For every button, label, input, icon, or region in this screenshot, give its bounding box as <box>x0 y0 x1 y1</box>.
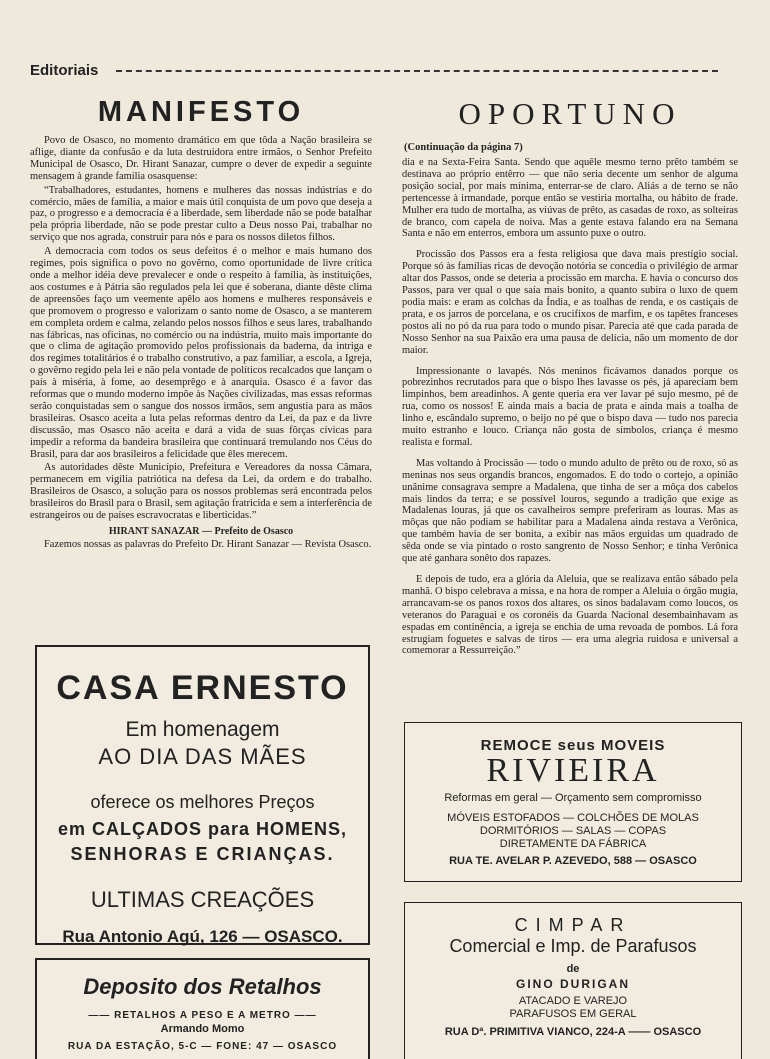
ad-text: MÓVEIS ESTOFADOS — COLCHÕES DE MOLAS <box>447 812 699 824</box>
ad-address: RUA Dª. PRIMITIVA VIANCO, 224-A —— OSASCO <box>444 1026 702 1038</box>
oportuno-paragraph: E depois de tudo, era a glória da Aleluia, que se realizava então sábado pela manhã. O bispo celebrava a missa, e na hora de romper a Aleluia o órgão mugia, arrancavam-se os panos roxos dos altares, os sinos badalavam como loucos, os veteranos do Paraguai e os coronéis da Guarda Nacional desembainhavam as espadas em continência, a igreja se enchia de uma revoada de pombos. Lá fora estrugiam foguetes e salvas de tiros — era uma alegria ruidosa e universal a comemorar a Ressurreição.” <box>402 574 739 657</box>
manifesto-title: MANIFESTO <box>97 96 305 128</box>
ad-text: PARAFUSOS EM GERAL <box>509 1008 637 1020</box>
ad-text: —— RETALHOS A PESO E A METRO —— <box>88 1010 317 1021</box>
ad-text: REMOCE seus MOVEIS <box>480 737 666 754</box>
manifesto-paragraph: A democracia com todos os seus defeitos é o melhor e mais humano dos regimes, pois significa o povo no govêrno, como oportunidade de livre crítica onde a melhor idéia deve prevalecer e onde o respeito à família, às instituições, aos costumes e à Pátria são regulados pela lei que é soberana, diante dêste clima de apreensões faço um veemente apêlo aos homens e mulheres responsáveis e que promovem o progresso e valorizam o santo nome de Osasco, a se manterem em completa ordem e calma, zelando pelos nossos filhos e seus lares, trabalhando nas fábricas, nas oficinas, no comércio ou na indústria, muito mais importante do que o clima de agitação promovido pelos profissionais da baderna, da intriga e dos regimes totalitários é o trabalho construtivo, a paz familiar, a escola, a Igreja, o govêrno regido pela lei e não pela vontade de políticos recalcados que lançam o país à miséria, à fome, ao desemprêgo e à anarquia. Osasco é a favor das reformas que o mundo moderno impõe às Nações civilizadas, mas essas reformas serão conquistadas sem o sangue dos nossos irmãos, sem angustia para as mãos brasileiras. Osasco aceita a luta pelas reformas dentro da Lei, da paz e da livre discussão, mas Osasco não aceita e dará a vida de suas fôrças cívicas para impedir a reforma da bandeira brasileira que continuará tremulando nos Céus do Brasil, para dar aos brasileiros a felicidade que êles merecem. <box>30 246 372 460</box>
ad-brand: CASA ERNESTO <box>56 669 349 707</box>
ad-cimpar <box>404 902 742 1059</box>
ad-text: Armando Momo <box>160 1023 245 1035</box>
ad-address: Rua Antonio Agú, 126 — OSASCO. <box>62 927 343 946</box>
ad-text: DIRETAMENTE DA FÁBRICA <box>499 838 647 850</box>
ad-text: ATACADO E VAREJO <box>518 995 628 1007</box>
manifesto-column <box>30 92 372 553</box>
oportuno-body <box>402 157 738 657</box>
manifesto-paragraph: As autoridades dêste Município, Prefeitura e Vereadores da nossa Câmara, permanecem em vigília patriótica na defesa da Lei, da ordem e do trabalho. Brasileiros de Osasco, a solução para os nossos problemas será encontrada pelos brasileiros do Brasil para o Brasil, sem agitação fratricida e sem a interferência de estrangeiros ou de países escravocratas e liberticidas.” <box>30 462 372 522</box>
ad-text: DORMITÓRIOS — SALAS — COPAS <box>479 825 667 837</box>
ad-text: SENHORAS E CRIANÇAS. <box>70 844 335 864</box>
ad-brand: CIMPAR <box>514 915 632 935</box>
oportuno-title: OPORTUNO <box>458 96 682 131</box>
manifesto-signature: HIRANT SANAZAR — Prefeito de Osasco <box>108 526 294 537</box>
oportuno-paragraph: dia e na Sexta-Feira Santa. Sendo que aquêle mesmo terno prêto também se destinava ao próprio entêrro — que não seria decente um senhor de alguma posição social, por mais mínima, enterrar-se de claro. Aliás a de terno se não pertencesse à irmandade, porque então se vestiria mortalha, ou hábito de frade. Mulher era tudo de mortalha, as viúvas de prêto, as casadas de roxo, as solteiras de branco, com capela de noiva. Mas a gente estava falando era na Semana Santa e não em enterros, embora um assunto puxe o outro. <box>402 157 738 240</box>
ad-text: Reformas em geral — Orçamento sem compromisso <box>444 792 702 804</box>
ad-text: oferece os melhores Preços <box>90 792 315 812</box>
section-rule <box>116 70 718 72</box>
ad-address: RUA DA ESTAÇÃO, 5-C — FONE: 47 — OSASCO <box>67 1041 338 1052</box>
manifesto-paragraph: “Trabalhadores, estudantes, homens e mulheres das nossas indústrias e do comércio, mães de família, a maior e mais útil conquista de um povo que deseja a paz, o progresso e a democracia é a liberdade, sem liberdade não se pode batalhar pela própria liberdade, não se pode prestar culto a Deus nosso Pai, trabalhar no serviço que nos agrada, construir para nós e para os nossos diletos filhos. <box>30 184 372 244</box>
oportuno-column <box>402 92 738 666</box>
manifesto-body <box>30 135 372 551</box>
manifesto-closing: Fazemos nossas as palavras do Prefeito Dr. Hirant Sanazar — Revista Osasco. <box>44 539 372 550</box>
section-label: Editoriais <box>30 62 99 79</box>
ad-text: GINO DURIGAN <box>516 977 630 991</box>
continuation-note: (Continuação da página 7) <box>404 142 523 153</box>
ad-text: Em homenagem <box>125 718 280 741</box>
manifesto-paragraph: Povo de Osasco, no momento dramático em que tôda a Nação brasileira se aflige, diante da confusão e da luta destruidora entre irmãos, o Senhor Prefeito Municipal de Osasco, Dr. Hirant Sanazar, cumpre o dever de expedir a seguinte mensagem à grande família osasquense: <box>30 135 372 182</box>
ad-text: Comercial e Imp. de Parafusos <box>449 936 697 956</box>
ad-casa-ernesto <box>35 645 370 945</box>
section-header <box>30 62 740 84</box>
ad-text: ULTIMAS CREAÇÕES <box>90 887 315 912</box>
ad-text: de <box>566 963 580 975</box>
ad-deposito-retalhos <box>35 958 370 1059</box>
ad-text: em CALÇADOS para HOMENS, <box>57 819 348 839</box>
ad-brand: RIVIEIRA <box>486 752 660 789</box>
oportuno-paragraph: Impressionante o lavapés. Nós meninos ficávamos danados porque os pobrezinhos recrutados para que o bispo lhes lavasse os pés, já apareciam bem limpinhos, bem areadinhos. A gente queria era ver lavar pé sujo mesmo, pé de rua, como os nossos! E ainda mais a bacia de prata e ainda mais a toalha de linho e, escândalo supremo, o beijo no pé que o bispo dava — tudo nos parecia muito estranho e louco. Criança não gosta de símbolos, criança é mesmo realista e formal. <box>402 365 738 448</box>
ad-address: RUA TE. AVELAR P. AZEVEDO, 588 — OSASCO <box>449 855 697 867</box>
oportuno-paragraph: Procissão dos Passos era a festa religiosa que dava mais prestígio social. Porque só às famílias ricas de devoção notória se concedia o privilégio de armar altar dos Passos, onde se deteria a procissão em marcha. E havia o concurso dos Passos, para ver qual o que saía mais bonito, a quanto subira o luxo de quem podia mais: e eram as colchas da Índia, e as toalhas de renda, e os castiçais de prata, e os jarros de porcelana, e os crucifixos de marfim, e os tapêtes franceses postos ali no pó da rua para todo o mundo pisar. Parecia até que cada parada de Nosso Senhor na sua Paixão era uma pausa de delícia, não um momento de dor maior. <box>402 249 738 356</box>
oportuno-paragraph: Mas voltando à Procissão — todo o mundo adulto de prêto ou de roxo, só as meninas nos seus organdis brancos, engomados. E do todo o cortejo, a opinião unânime consagrava sempre a Madalena, que tinha de ser a môça dos cabelos mais lindos da terra; e se possível louros, segundo a tradição que exige as Madalenas louras, já que os cavalheiros sempre preferiram as louras. Mas as môças que não podiam se habilitar para a Madalena ainda restava a Verônica, que também havia de ser bonita, a exibir nas mãos erguidas um quadrado de sêda onde se via pintado o rosto sangrento de Nosso Senhor; e tinha Verônica que até ganhara sonêto dos rapazes. <box>402 457 738 565</box>
ad-brand: Deposito dos Retalhos <box>83 974 322 999</box>
ad-rivieira <box>404 722 742 882</box>
ad-text: AO DIA DAS MÃES <box>98 744 307 769</box>
